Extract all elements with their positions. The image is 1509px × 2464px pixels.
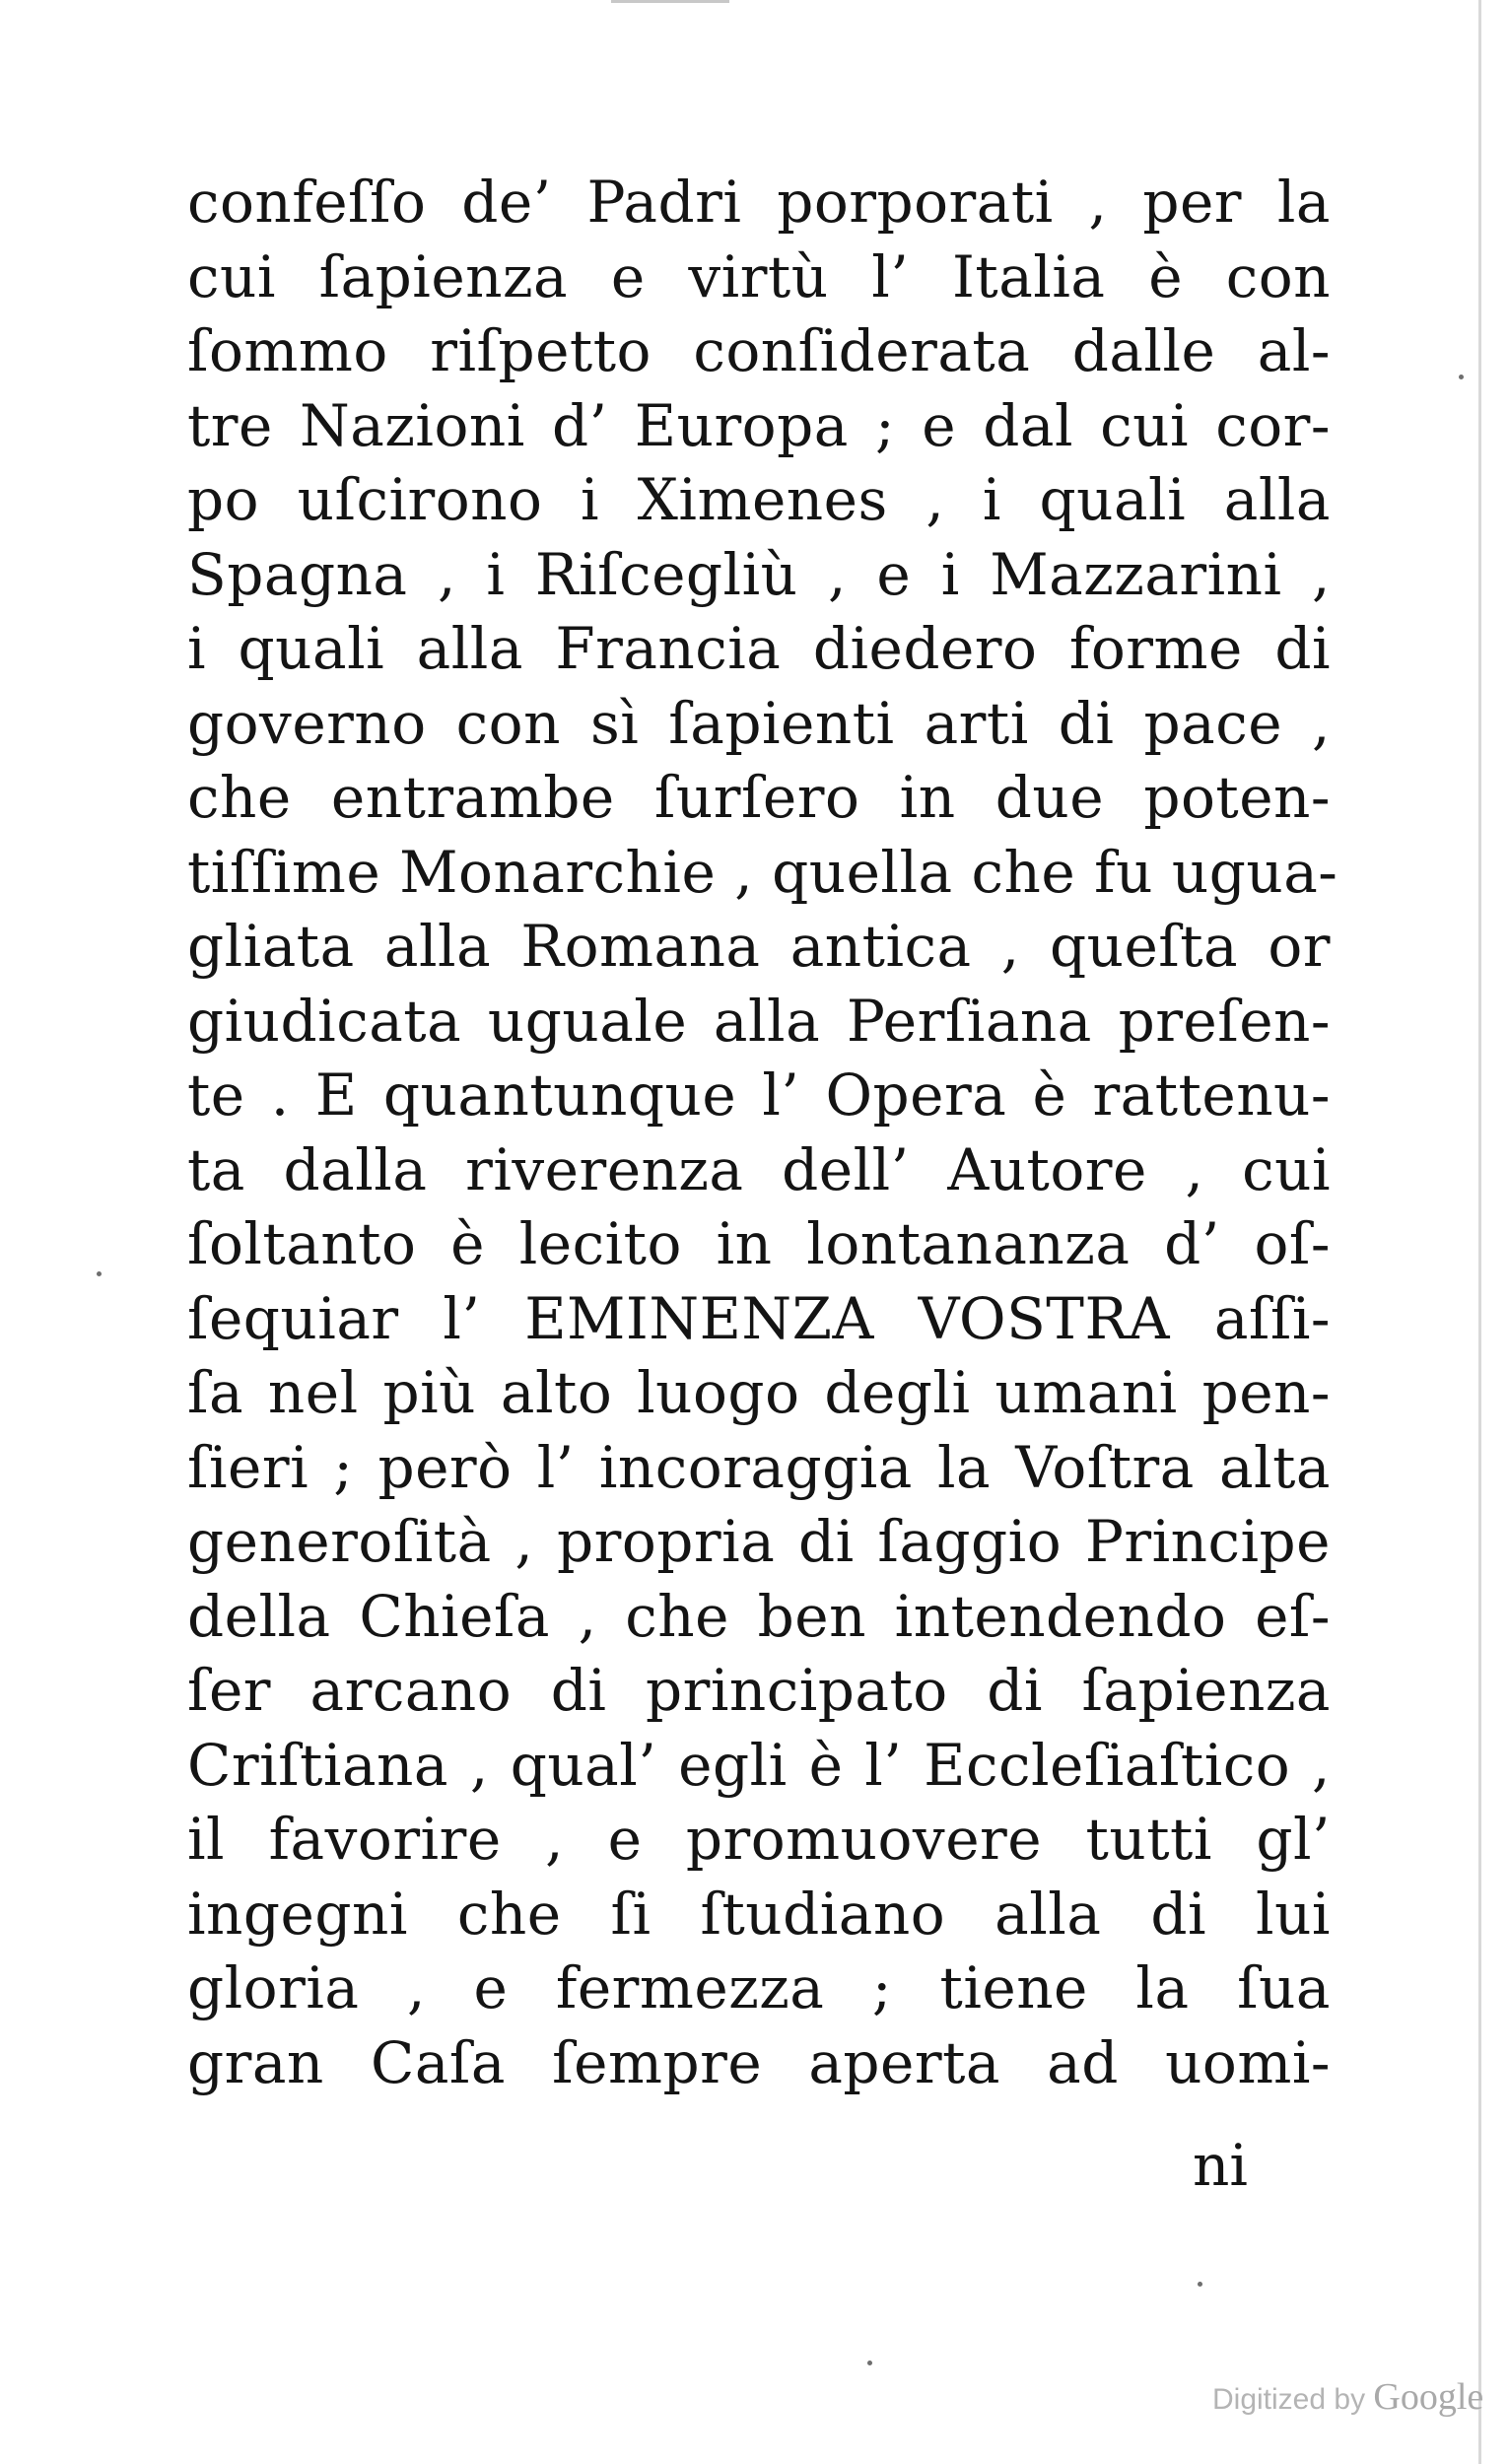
ink-speck <box>1459 375 1464 379</box>
text-line: governo con sì ſapienti arti di pace , <box>187 689 1331 757</box>
text-line: confeſſo de’ Padri porporati , per la <box>187 169 1331 236</box>
text-line: tiſſime Monarchie , quella che fu ugua- <box>187 838 1338 906</box>
ink-speck <box>867 2361 872 2365</box>
text-line: gran Caſa ſempre aperta ad uomi- <box>187 2028 1331 2096</box>
digitized-watermark <box>1212 2375 1483 2419</box>
ink-speck <box>97 1271 102 1276</box>
text-line: gloria , e fermezza ; tiene la ſua <box>187 1954 1331 2021</box>
text-line: cui ſapienza e virtù l’ Italia è con <box>187 242 1331 310</box>
page-top-rule <box>611 0 729 3</box>
text-line: ſa nel più alto luogo degli umani pen- <box>187 1359 1331 1426</box>
text-line: ſoltanto è lecito in lontananza d’ oſ- <box>187 1210 1331 1277</box>
text-line: il favorire , e promuovere tutti gl’ <box>187 1806 1331 1873</box>
text-line: ſer arcano di principato di ſapienza <box>187 1657 1331 1724</box>
text-line: gliata alla Romana antica , queſta or <box>187 913 1331 980</box>
text-line: della Chieſa , che ben intendendo eſ- <box>187 1582 1331 1650</box>
text-line: ſequiar l’ EMINENZA VOSTRA aſſi- <box>187 1284 1331 1352</box>
watermark-brand: Google <box>1373 2376 1484 2418</box>
ink-speck <box>1198 2282 1202 2287</box>
text-line: i quali alla Francia diedero forme di <box>187 615 1331 682</box>
text-line: giudicata uguale alla Perſiana preſen- <box>187 987 1331 1055</box>
watermark-prefix: Digitized by <box>1212 2383 1366 2416</box>
body-text <box>187 166 1338 2100</box>
text-line: tre Nazioni d’ Europa ; e dal cui cor- <box>187 391 1331 459</box>
text-line: ingegni che ſi ſtudiano alla di lui <box>187 1880 1331 1948</box>
catchword: ni <box>1193 2132 1248 2199</box>
text-line: po uſcirono i Ximenes , i quali alla <box>187 466 1331 533</box>
text-line: Criſtiana , qual’ egli è l’ Eccleſiaſtico , <box>187 1731 1331 1799</box>
text-line: te . E quantunque l’ Opera è rattenu- <box>187 1061 1331 1129</box>
text-line: ſieri ; però l’ incoraggia la Voſtra alta <box>187 1433 1331 1501</box>
text-line: ſommo riſpetto conſiderata dalle al- <box>187 317 1331 384</box>
text-line: Spagna , i Riſcegliù , e i Mazzarini , <box>187 540 1331 608</box>
text-line: generoſità , propria di ſaggio Principe <box>187 1508 1331 1575</box>
page-edge <box>1478 0 1481 2464</box>
text-line: ta dalla riverenza dell’ Autore , cui <box>187 1135 1331 1203</box>
text-line: che entrambe ſurſero in due poten- <box>187 764 1331 831</box>
